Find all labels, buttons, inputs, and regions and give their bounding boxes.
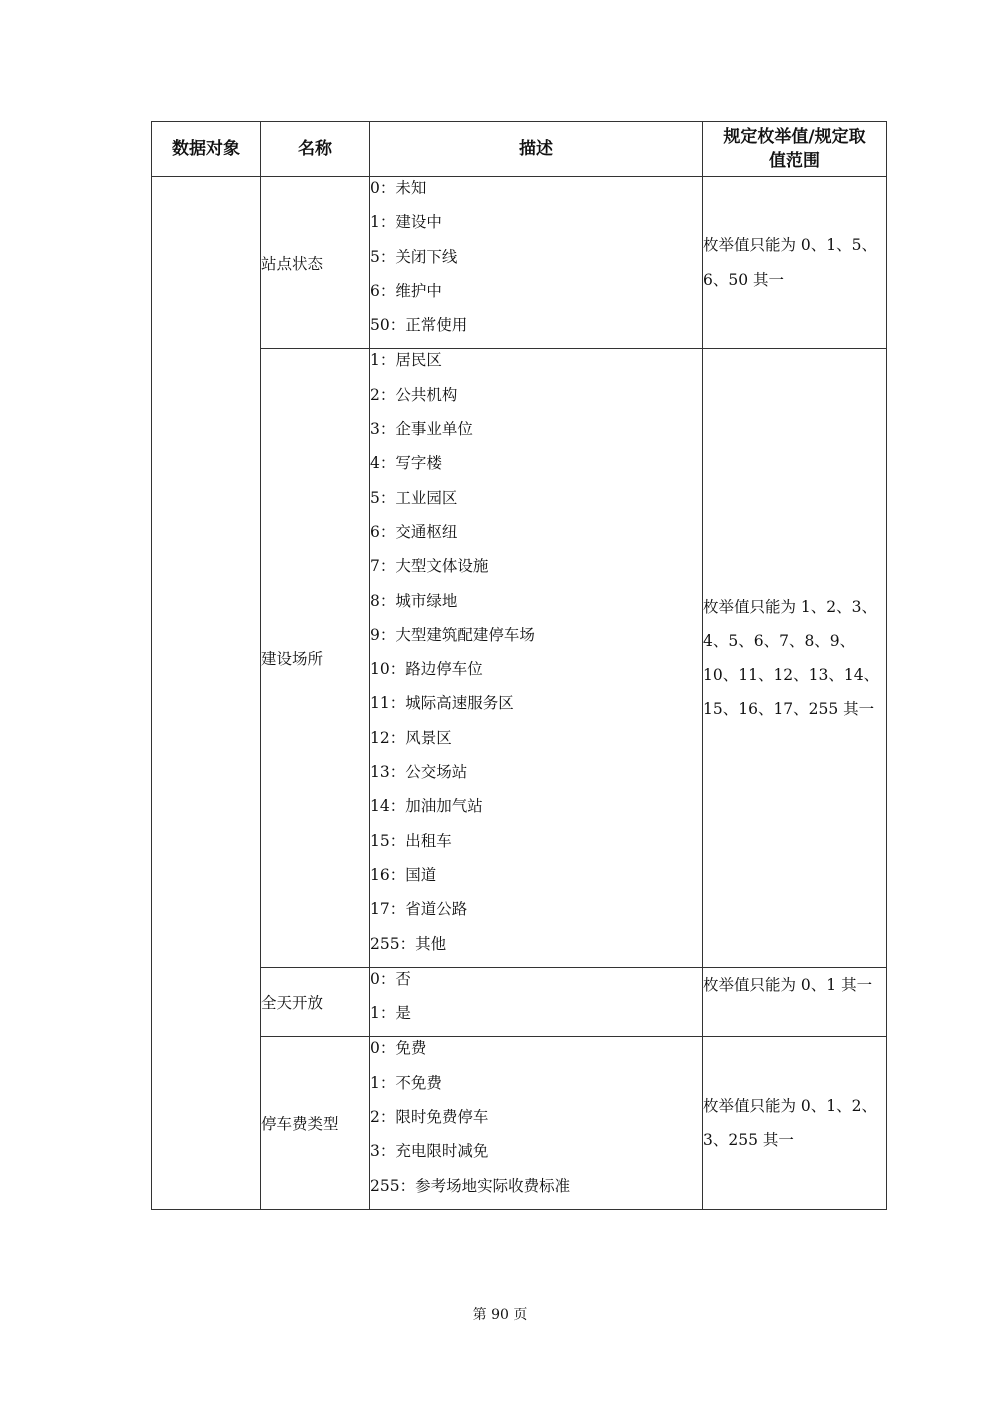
enum-item: 5：关闭下线 <box>370 247 458 266</box>
enum-item: 1：建设中 <box>370 213 442 232</box>
enum-item: 255：参考场地实际收费标准 <box>370 1176 571 1195</box>
enum-item: 1：不免费 <box>370 1073 442 1092</box>
table-row <box>152 967 887 1037</box>
table-row <box>152 1037 887 1209</box>
enum-item: 1：居民区 <box>370 351 442 370</box>
field-name: 停车费类型 <box>261 1037 370 1209</box>
enum-item: 3：企事业单位 <box>370 420 473 439</box>
field-range: 枚举值只能为 0、1 其一 <box>703 967 887 1037</box>
enum-item: 50：正常使用 <box>370 316 468 335</box>
enum-item: 14：加油加气站 <box>370 797 483 816</box>
enum-item: 0：未知 <box>370 179 427 197</box>
enum-item: 8：城市绿地 <box>370 591 458 610</box>
field-description <box>370 177 703 349</box>
enum-item: 10：路边停车位 <box>370 660 483 679</box>
enum-item: 13：公交场站 <box>370 763 468 782</box>
field-range: 枚举值只能为 0、1、2、3、255 其一 <box>703 1037 887 1209</box>
enum-item: 12：风景区 <box>370 728 452 747</box>
enum-item: 0：否 <box>370 969 411 988</box>
field-range: 枚举值只能为 0、1、5、6、50 其一 <box>703 177 887 349</box>
header-object: 数据对象 <box>152 122 261 177</box>
enum-item: 7：大型文体设施 <box>370 557 489 576</box>
field-name: 全天开放 <box>261 967 370 1037</box>
field-name: 站点状态 <box>261 177 370 349</box>
field-description <box>370 349 703 967</box>
header-range: 规定枚举值/规定取值范围 <box>703 122 887 177</box>
enum-item: 16：国道 <box>370 865 437 884</box>
enum-item: 3：充电限时减免 <box>370 1142 489 1161</box>
table-row <box>152 349 887 967</box>
header-name: 名称 <box>261 122 370 177</box>
header-desc: 描述 <box>370 122 703 177</box>
page-number: 第 90 页 <box>472 1307 528 1323</box>
spec-table <box>151 121 887 1210</box>
enum-item: 4：写字楼 <box>370 454 442 473</box>
enum-item: 6：维护中 <box>370 281 442 300</box>
header-row <box>152 122 887 177</box>
field-description <box>370 1037 703 1209</box>
table-row <box>152 177 887 349</box>
enum-item: 2：公共机构 <box>370 385 458 404</box>
enum-item: 5：工业园区 <box>370 488 458 507</box>
field-name: 建设场所 <box>261 349 370 967</box>
enum-item: 9：大型建筑配建停车场 <box>370 625 535 644</box>
field-range: 枚举值只能为 1、2、3、4、5、6、7、8、9、10、11、12、13、14、15、16、17、255 其一 <box>703 349 887 967</box>
enum-item: 17：省道公路 <box>370 900 468 919</box>
enum-item: 6：交通枢纽 <box>370 522 458 541</box>
enum-item: 1：是 <box>370 1004 411 1023</box>
enum-item: 0：免费 <box>370 1039 427 1058</box>
enum-item: 2：限时免费停车 <box>370 1108 489 1127</box>
enum-item: 11：城际高速服务区 <box>370 694 514 713</box>
data-object-cell <box>152 177 261 1210</box>
enum-item: 255：其他 <box>370 934 447 953</box>
field-description <box>370 967 703 1037</box>
enum-item: 15：出租车 <box>370 831 452 850</box>
